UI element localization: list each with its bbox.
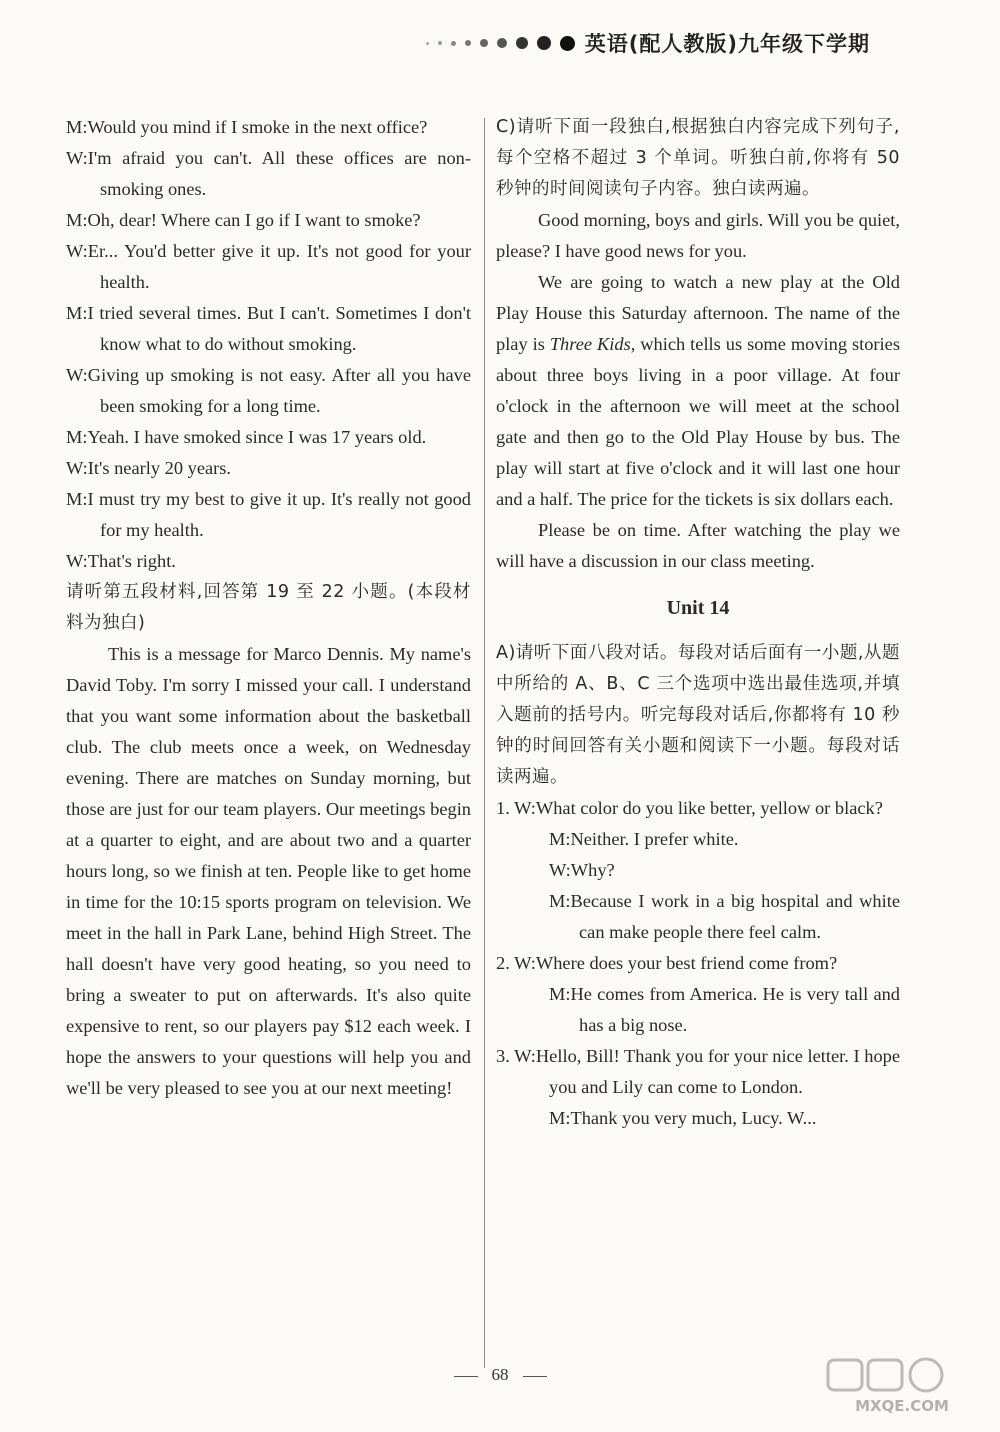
question-3: [496, 1041, 900, 1134]
question-1: [496, 793, 900, 948]
monologue-message: This is a message for Marco Dennis. My name's David Toby. I'm sorry I missed your call. I understand that you want some information about the basketball club. The club meets once a week, on Wednesday evening. There are matches on Sunday morning, but those are just for our team players. Our meetings begin at a quarter to eight, and are about two and a quarter hours long, so we finish at ten. People like to get home in time for the 10:15 sports program on television. We meet in the hall in Park Lane, behind High Street. The hall doesn't have very good heating, so you need to bring a sweater to put on afterwards. It's also quite expensive to rent, so our players pay $12 each week. I hope the answers to your questions will help you and we'll be very pleased to see you at our next meeting!: [66, 644, 471, 1098]
dialogue-line: M:Because I work in a big hospital and white can make people there feel calm.: [549, 891, 900, 942]
section-a-instruction: A)请听下面八段对话。每段对话后面有一小题,从题中所给的 A、B、C 三个选项中选出最佳选项,并填入题前的括号内。听完每段对话后,你都将有 10 秒钟的时间回答有关小题和阅读下一小题。每段对话读两遍。: [496, 643, 900, 787]
play-title: Three Kids: [549, 334, 631, 354]
question-first-line: 3. W:Hello, Bill! Thank you for your nice letter. I hope you and Lily can come to London.: [496, 1046, 901, 1097]
column-divider: [484, 118, 485, 1368]
monologue-c-paragraph-3: Please be on time. After watching the play we will have a discussion in our class meeting.: [496, 520, 900, 571]
dialogue-line: W:Er... You'd better give it up. It's not good for your health.: [66, 241, 471, 292]
watermark-circle-icon: [910, 1359, 942, 1391]
page-header: [426, 28, 870, 58]
dot-icon: [537, 36, 551, 50]
dialogue-line: W:It's nearly 20 years.: [66, 458, 232, 478]
dialogue-line: M:Yeah. I have smoked since I was 17 years old.: [66, 427, 427, 447]
material5-instruction: 请听第五段材料,回答第 19 至 22 小题。(本段材料为独白): [66, 582, 471, 633]
dialogue-line: M:Neither. I prefer white.: [549, 829, 739, 849]
book-title: 英语(配人教版)九年级下学期: [584, 32, 870, 56]
dialogue-line: W:Why?: [549, 860, 615, 880]
dot-icon: [480, 39, 488, 47]
dialogue-line: M:I tried several times. But I can't. Sometimes I don't know what to do without smoking.: [66, 303, 471, 354]
dot-icon: [465, 40, 471, 46]
section-c-instruction: C)请听下面一段独白,根据独白内容完成下列句子,每个空格不超过 3 个单词。听独白前,你将有 50 秒钟的时间阅读句子内容。独白读两遍。: [496, 117, 900, 199]
dash-icon: [523, 1376, 547, 1377]
watermark-text: MXQE.COM: [855, 1397, 949, 1415]
dialogue-line: M:Thank you very much, Lucy. W...: [549, 1108, 817, 1128]
dot-icon: [516, 37, 528, 49]
left-column: [66, 112, 471, 1104]
dialogue-line: M:I must try my best to give it up. It's really not good for my health.: [66, 489, 471, 540]
dialogue-line: M:Would you mind if I smoke in the next office?: [66, 117, 428, 137]
monologue-c-paragraph-1: Good morning, boys and girls. Will you be quiet, please? I have good news for you.: [496, 210, 900, 261]
dot-icon: [426, 42, 429, 45]
dialogue-block: [66, 112, 471, 577]
dot-icon: [438, 41, 442, 45]
question-2: [496, 948, 900, 1041]
question-first-line: 1. W:What color do you like better, yellow or black?: [496, 798, 883, 818]
dialogue-line: W:That's right.: [66, 551, 176, 571]
monologue-c-paragraph-2: We are going to watch a new play at the Old Play House this Saturday afternoon. The name of the play is Three Kids, which tells us some moving stories about three boys living in a poor village. At four o'clock in the afternoon we will meet at the school gate and then go to the Old Play House by bus. The play will start at five o'clock and it will last one hour and a half. The price for the tickets is six dollars each.: [496, 272, 900, 509]
dot-icon: [497, 38, 507, 48]
dialogue-line: M:Oh, dear! Where can I go if I want to smoke?: [66, 210, 421, 230]
dialogue-line: W:Giving up smoking is not easy. After all you have been smoking for a long time.: [66, 365, 471, 416]
watermark-logo: [822, 1356, 982, 1416]
question-first-line: 2. W:Where does your best friend come from?: [496, 953, 838, 973]
dot-icon: [560, 36, 575, 51]
unit-title: Unit 14: [666, 597, 730, 619]
dash-icon: [454, 1376, 478, 1377]
decorative-dots: [426, 36, 575, 51]
watermark-box-icon: [868, 1360, 902, 1390]
page-number: 68: [0, 1365, 1000, 1385]
watermark-box-icon: [828, 1360, 862, 1390]
dialogue-line: M:He comes from America. He is very tall and has a big nose.: [549, 984, 900, 1035]
dialogue-line: W:I'm afraid you can't. All these offices are non-smoking ones.: [66, 148, 471, 199]
right-column: [496, 112, 900, 1134]
dot-icon: [451, 41, 456, 46]
